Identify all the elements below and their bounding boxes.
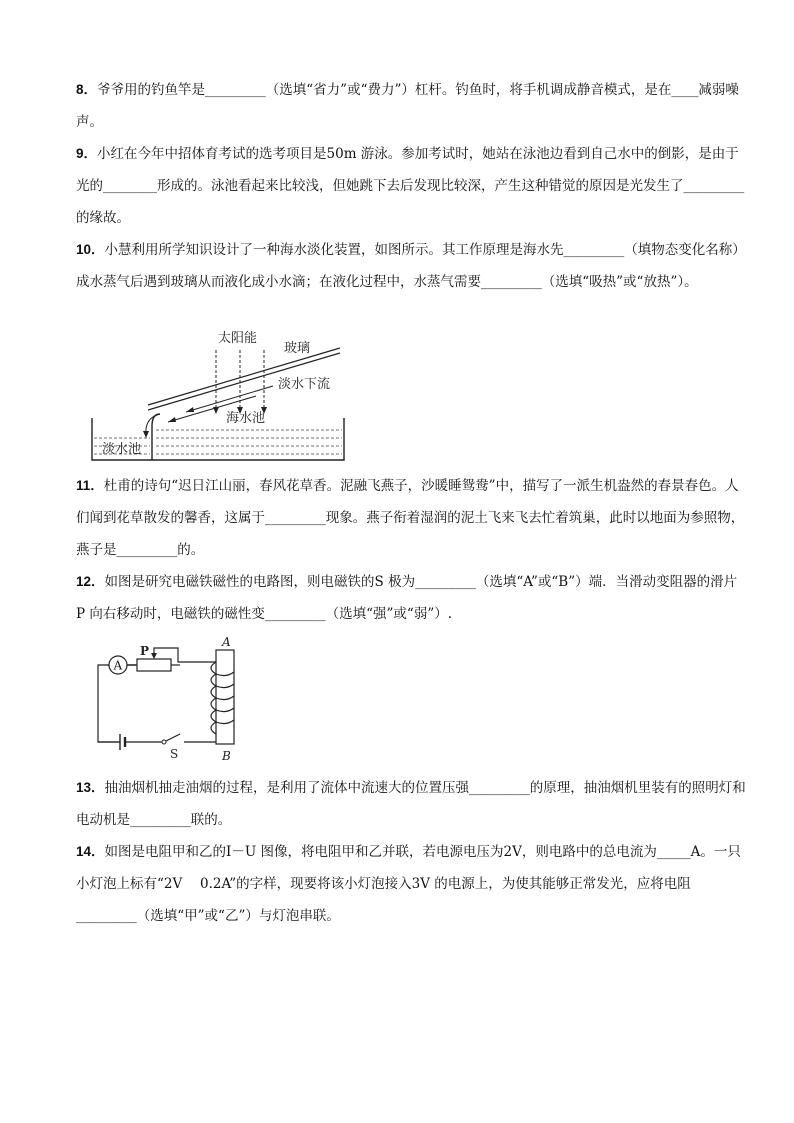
question-14 bbox=[76, 836, 746, 932]
question-text: 杜甫的诗句“迟日江山丽，春风花草香。泥融飞燕子，沙暖睡鸳鸯”中，描写了一派生机盎然的春景春色。人们闻到花草散发的馨香，这属于_________现象。燕子衔着湿润的泥土飞来飞去忙着筑巢，此时以地面为参照物，燕子是_________的。 bbox=[76, 478, 745, 558]
question-text: 小红在今年中招体育考试的选考项目是50m 游泳。参加考试时，她站在泳池边看到自己水中的倒影，是由于光的________形成的。泳池看起来比较浅，但她跳下去后发现比较深，产生这种错觉的原因是光发生了_________的缘故。 bbox=[76, 146, 745, 226]
arrow-head bbox=[168, 417, 176, 422]
fresh-pool-label: 淡水池 bbox=[102, 442, 142, 457]
divider-wall bbox=[152, 414, 160, 460]
rheostat-resistor bbox=[137, 659, 171, 671]
question-8 bbox=[76, 74, 746, 138]
question-number: 10． bbox=[76, 242, 105, 257]
question-text: 如图是电阻甲和乙的I－U 图像，将电阻甲和乙并联，若电源电压为2V，则电路中的总电流为_____A。一只小灯泡上标有“2V 0.2A”的字样，现要将该小灯泡接入3V 的电源上，为使其能够正常发光，应将电阻_________（选填“甲”或“乙”）与灯泡串联。 bbox=[76, 844, 741, 924]
question-10 bbox=[76, 234, 746, 298]
glass-label: 玻璃 bbox=[284, 341, 311, 356]
question-9 bbox=[76, 138, 746, 234]
question-text: 如图是研究电磁铁磁性的电路图，则电磁铁的S 极为_________（选填“A”或“B”）端．当滑动变阻器的滑片P 向右移动时，电磁铁的磁性变_________（选填“强”或“弱”）. bbox=[76, 574, 738, 622]
solar-label: 太阳能 bbox=[218, 331, 258, 346]
slider-arrow bbox=[151, 653, 157, 659]
question-11 bbox=[76, 470, 746, 566]
question-number: 11． bbox=[76, 478, 104, 493]
question-12 bbox=[76, 566, 746, 630]
question-number: 8． bbox=[76, 82, 98, 97]
ammeter-label: A bbox=[113, 658, 123, 673]
question-number: 13． bbox=[76, 780, 105, 795]
wire bbox=[98, 665, 126, 742]
desalination-diagram bbox=[88, 326, 350, 464]
question-text: 小慧利用所学知识设计了一种海水淡化装置，如图所示。其工作原理是海水先_________（填物态变化名称）成水蒸气后遇到玻璃从而液化成小水滴；在液化过程中，水蒸气需要_________（选填“吸热”或“放热”）。 bbox=[76, 242, 746, 290]
end-a-label: A bbox=[222, 635, 231, 649]
switch-label: S bbox=[170, 747, 179, 761]
question-number: 9． bbox=[76, 146, 98, 161]
fresh-flow-label: 淡水下流 bbox=[278, 377, 331, 392]
electromagnet-core bbox=[216, 650, 234, 744]
electromagnet-circuit-diagram bbox=[94, 634, 254, 766]
question-text: 爷爷用的钓鱼竿是_________（选填“省力”或“费力”）杠杆。钓鱼时，将手机调成静音模式，是在____减弱噪声。 bbox=[76, 82, 739, 130]
seawater-pool-label: 海水池 bbox=[226, 411, 266, 426]
arrow-head bbox=[186, 407, 194, 412]
arrow-head bbox=[143, 431, 149, 438]
slider-label: P bbox=[140, 644, 150, 658]
question-number: 12． bbox=[76, 574, 105, 589]
question-13 bbox=[76, 772, 746, 836]
end-b-label: B bbox=[222, 749, 231, 763]
question-number: 14． bbox=[76, 844, 105, 859]
switch-lever bbox=[166, 734, 180, 741]
switch-terminal bbox=[162, 740, 166, 744]
seawater-surface bbox=[156, 430, 342, 454]
question-text: 抽油烟机抽走油烟的过程，是利用了流体中流速大的位置压强_________的原理，抽油烟机里装有的照明灯和电动机是_________联的。 bbox=[76, 780, 746, 828]
arrow-head bbox=[213, 407, 219, 414]
